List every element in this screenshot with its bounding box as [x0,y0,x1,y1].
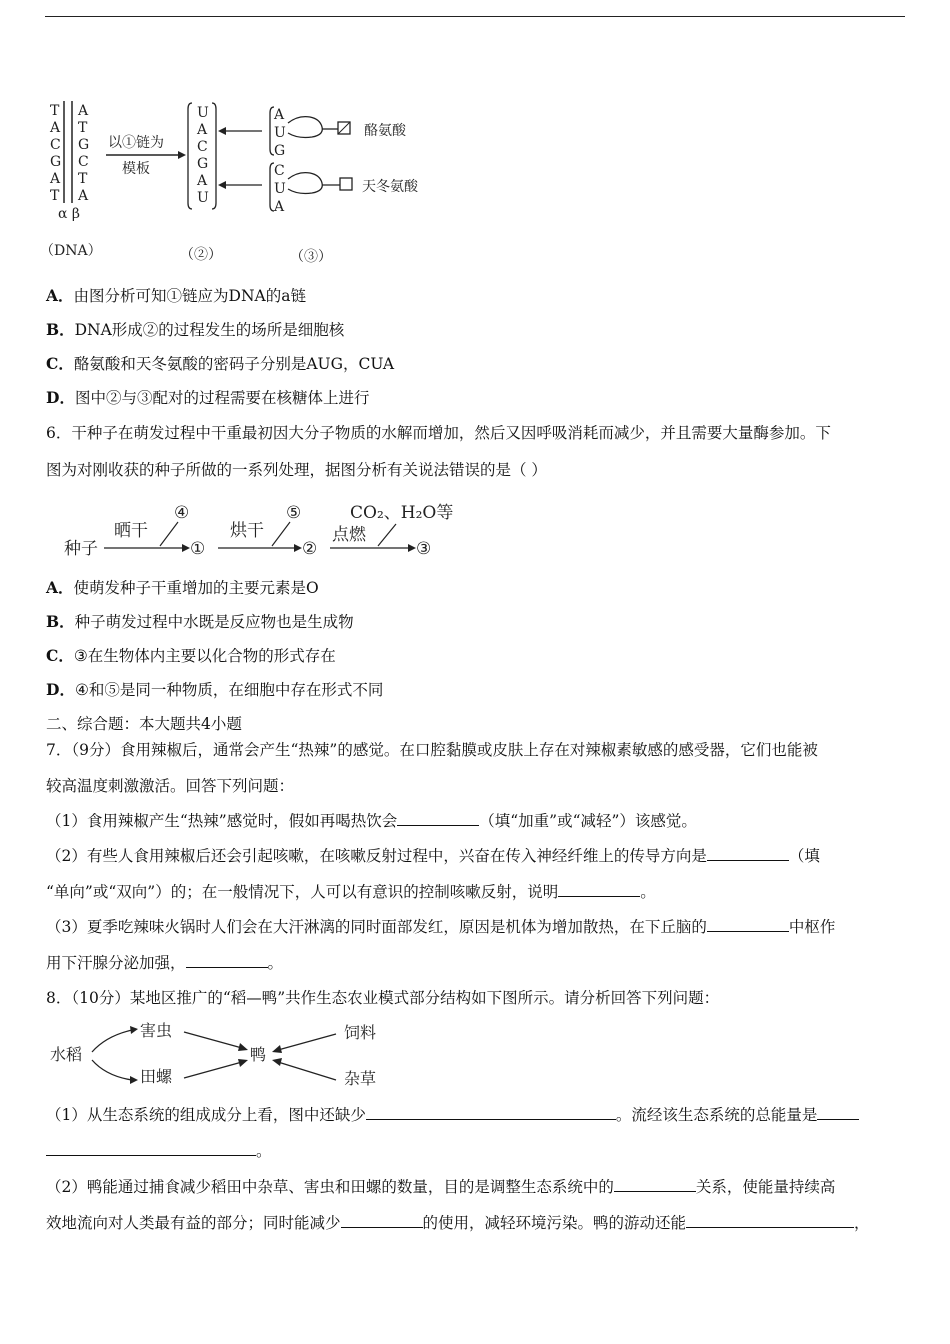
flow-gas: CO₂、H₂O等 [350,503,454,523]
beta-base: G [78,137,90,153]
beta-base: T [78,120,88,136]
q8-stem: 8．（10分）某地区推广的“稻—鸭”共作生态农业模式部分结构如下图所示。请分析回答下列问题： [46,989,720,1007]
q7-part2-line1: （2）有些人食用辣椒后还会引起咳嗽，在咳嗽反射过程中，兴奋在传入神经纤维上的传导方向是 （填 [46,847,820,865]
amino-acid-2: 天冬氨酸 [362,179,418,195]
mrna-base: G [197,156,209,172]
q8-part1-line1: （1）从生态系统的组成成分上看，图中还缺少 。流经该生态系统的总能量是 [46,1105,859,1125]
beta-base: A [78,103,89,119]
beta-base: C [78,154,89,170]
trna1-base: G [274,143,286,159]
q6-option-c: C．③在生物体内主要以化合物的形式存在 [46,646,336,665]
seed-treatment-flow [60,496,480,568]
strand-names: α β [58,206,80,222]
alpha-base: T [50,103,60,119]
trna1-base: U [274,125,286,141]
alpha-base: G [50,154,62,170]
flow-step2: 烘干 [230,521,264,541]
alpha-base: C [50,137,61,153]
flow-mid3: ③ [416,539,432,559]
answer-blank[interactable] [614,1177,696,1192]
arrow-label: 以①链为 [108,135,164,151]
q7-part1: （1）食用辣椒产生“热辣”感觉时，假如再喝热饮会 （填“加重”或“减轻”）该感觉。 [46,812,697,830]
answer-blank[interactable] [186,953,268,968]
q8-part1-line2: 。 [46,1141,272,1161]
q7-part3-line2: 用下汗腺分泌加强， 。 [46,954,284,972]
trna2-base: C [274,163,285,179]
food-web-diagram [48,1018,398,1094]
q6-option-b: B．种子萌发过程中水既是反应物也是生成物 [46,612,354,631]
answer-blank[interactable] [707,917,789,932]
q7-stem-line2: 较高温度刺激激活。回答下列问题： [46,777,295,795]
flow-mid2: ② [302,539,318,559]
flow-mid1: ① [190,539,206,559]
mrna-base: U [197,105,209,121]
q5-option-b: B．DNA形成②的过程发生的场所是细胞核 [46,320,345,339]
answer-blank[interactable] [397,811,479,826]
q5-option-c: C．酪氨酸和天冬氨酸的密码子分别是AUG，CUA [46,354,395,373]
label-mrna: （②） [180,247,222,263]
q7-part2-line2: “单向”或“双向”）的；在一般情况下，人可以有意识的控制咳嗽反射，说明 。 [46,883,656,901]
q8-part2-line1: （2）鸭能通过捕食减少稻田中杂草、害虫和田螺的数量，目的是调整生态系统中的 关系，使能量持续高 [46,1178,836,1196]
q7-part3-line1: （3）夏季吃辣味火锅时人们会在大汗淋漓的同时面部发红，原因是机体为增加散热，在下丘脑的 中枢作 [46,918,836,936]
answer-blank[interactable] [817,1105,859,1120]
web-snail: 田螺 [140,1067,173,1086]
trna2-base: U [274,181,286,197]
flow-seed: 种子 [64,539,98,559]
arrow-label: 模板 [122,161,150,177]
alpha-base: A [50,171,61,187]
header-rule [45,16,905,17]
q5-option-a: A．由图分析可知①链应为DNA的a链 [46,286,306,305]
answer-blank[interactable] [46,1141,256,1156]
mrna-base: A [197,173,208,189]
web-duck: 鸭 [250,1045,267,1064]
dna-translation-figure [40,95,460,275]
web-rice: 水稻 [50,1045,83,1064]
alpha-base: A [50,120,61,136]
q5-option-d: D．图中②与③配对的过程需要在核糖体上进行 [46,388,370,407]
trna1-base: A [274,107,285,123]
q6-stem-line2: 图为对刚收获的种子所做的一系列处理，据图分析有关说法错误的是（ ） [46,461,547,479]
trna2-base: A [274,199,285,215]
web-weed: 杂草 [344,1069,377,1088]
q7-stem-line1: 7．（9分）食用辣椒后，通常会产生“热辣”的感觉。在口腔黏膜或皮肤上存在对辣椒素敏感的感受器，它们也能被 [46,741,818,759]
mrna-base: C [197,139,208,155]
answer-blank[interactable] [366,1105,616,1120]
label-dna: （DNA） [40,243,102,259]
web-feed: 饲料 [344,1023,377,1042]
q6-option-a: A．使萌发种子干重增加的主要元素是O [46,578,319,597]
amino-acid-1: 酪氨酸 [364,123,406,139]
mrna-base: U [197,190,209,206]
alpha-base: T [50,188,60,204]
answer-blank[interactable] [558,882,640,897]
flow-out2: ⑤ [286,503,302,523]
label-trna: （③） [290,249,332,265]
answer-blank[interactable] [707,846,789,861]
beta-base: T [78,171,88,187]
q6-stem-line1: 6．干种子在萌发过程中干重最初因大分子物质的水解而增加，然后又因呼吸消耗而减少，并且需要大量酶参加。下 [46,424,831,442]
flow-out1: ④ [174,503,190,523]
flow-step3: 点燃 [332,525,366,545]
q6-option-d: D．④和⑤是同一种物质，在细胞中存在形式不同 [46,680,384,699]
flow-step1: 晒干 [114,521,148,541]
web-pest: 害虫 [140,1021,173,1040]
mrna-base: A [197,122,208,138]
answer-blank[interactable] [686,1213,854,1228]
beta-base: A [78,188,89,204]
section-heading: 二、综合题：本大题共4小题 [46,715,242,733]
q8-part2-line2: 效地流向对人类最有益的部分；同时能减少 的使用，减轻环境污染。鸭的游动还能 ， [46,1214,870,1232]
answer-blank[interactable] [341,1213,423,1228]
